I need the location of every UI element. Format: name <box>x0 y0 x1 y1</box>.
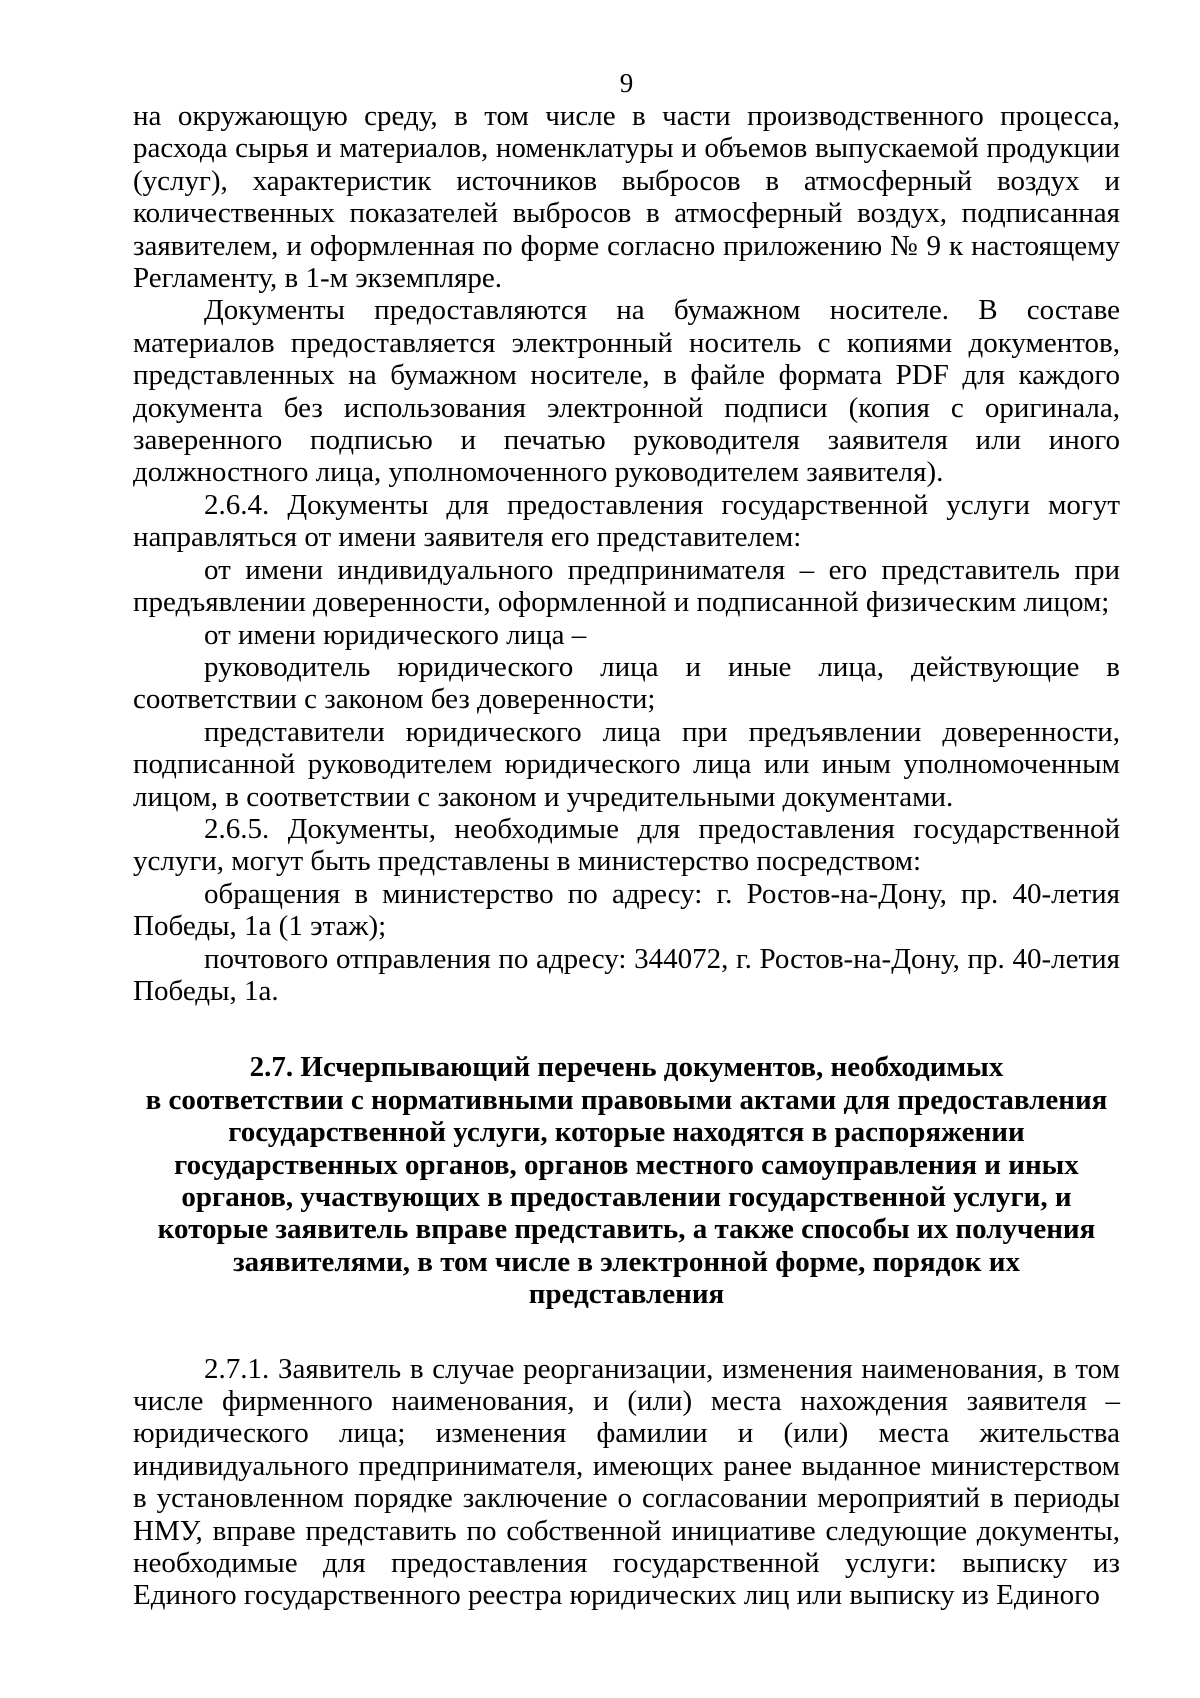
heading-line: органов, участвующих в предоставлении государственной услуги, и <box>181 1181 1072 1213</box>
paragraph: обращения в министерство по адресу: г. Ростов-на-Дону, пр. 40-летия Победы, 1а (1 этаж); <box>133 877 1120 943</box>
heading-line: 2.7. Исчерпывающий перечень документов, необходимых <box>249 1051 1004 1084</box>
body-text-top <box>133 100 1120 1007</box>
paragraph: 2.6.4. Документы для предоставления государственной услуги могут направляться от имени заявителя его представителем: <box>133 488 1120 554</box>
heading-line: заявителями, в том числе в электронной форме, порядок их представления <box>233 1245 1020 1311</box>
body-text-bottom <box>133 1353 1120 1612</box>
heading-line: государственной услуги, которые находятся в распоряжении <box>228 1116 1025 1149</box>
page-number: 9 <box>619 68 634 98</box>
heading-line: которые заявитель вправе представить, а также способы их получения <box>157 1213 1096 1246</box>
paragraph: от имени индивидуального предпринимателя – его представитель при предъявлении доверенности, оформленной и подписанной физическим лицом; <box>133 553 1120 619</box>
paragraph: на окружающую среду, в том числе в части производственного процесса, расхода сырья и материалов, номенклатуры и объемов выпускаемой продукции (услуг), характеристик источников выбросов в атмосферный воздух и количественных показателей выбросов в атмосферный воздух, подписанная заявителем, и оформленная по форме согласно приложению № 9 к настоящему Регламенту, в 1-м экземпляре. <box>133 100 1120 295</box>
paragraph: от имени юридического лица – <box>204 618 587 651</box>
paragraph: 2.6.5. Документы, необходимые для предоставления государственной услуги, могут быть представлены в министерство посредством: <box>133 812 1120 878</box>
paragraph: 2.7.1. Заявитель в случае реорганизации, изменения наименования, в том числе фирменного наименования, и (или) места нахождения заявителя – юридического лица; изменения фамилии и (или) места жительства индивидуального предпринимателя, имеющих ранее выданное министерством в установленном порядке заключение о согласовании мероприятий в периоды НМУ, вправе представить по собственной инициативе следующие документы, необходимые для предоставления государственной услуги: выписку из Единого государственного реестра юридических лиц или выписку из Единого <box>133 1352 1120 1612</box>
paragraph: Документы предоставляются на бумажном носителе. В составе материалов предоставляется электронный носитель с копиями документов, представленных на бумажном носителе, в файле формата PDF для каждого документа без использования электронной подписи (копия с оригинала, заверенного подписью и печатью руководителя заявителя или иного должностного лица, уполномоченного руководителем заявителя). <box>133 294 1120 489</box>
heading-line: государственных органов, органов местного самоуправления и иных <box>174 1148 1079 1181</box>
section-heading-2-7 <box>133 1051 1120 1310</box>
paragraph: руководитель юридического лица и иные лица, действующие в соответствии с законом без доверенности; <box>133 650 1120 716</box>
paragraph: почтового отправления по адресу: 344072, г. Ростов-на-Дону, пр. 40-летия Победы, 1а. <box>133 942 1120 1007</box>
paragraph: представители юридического лица при предъявлении доверенности, подписанной руководителем юридического лица или иным уполномоченным лицом, в соответствии с законом и учредительными документами. <box>133 715 1120 813</box>
document-page <box>133 68 1120 1612</box>
heading-line: в соответствии с нормативными правовыми актами для предоставления <box>145 1083 1108 1116</box>
